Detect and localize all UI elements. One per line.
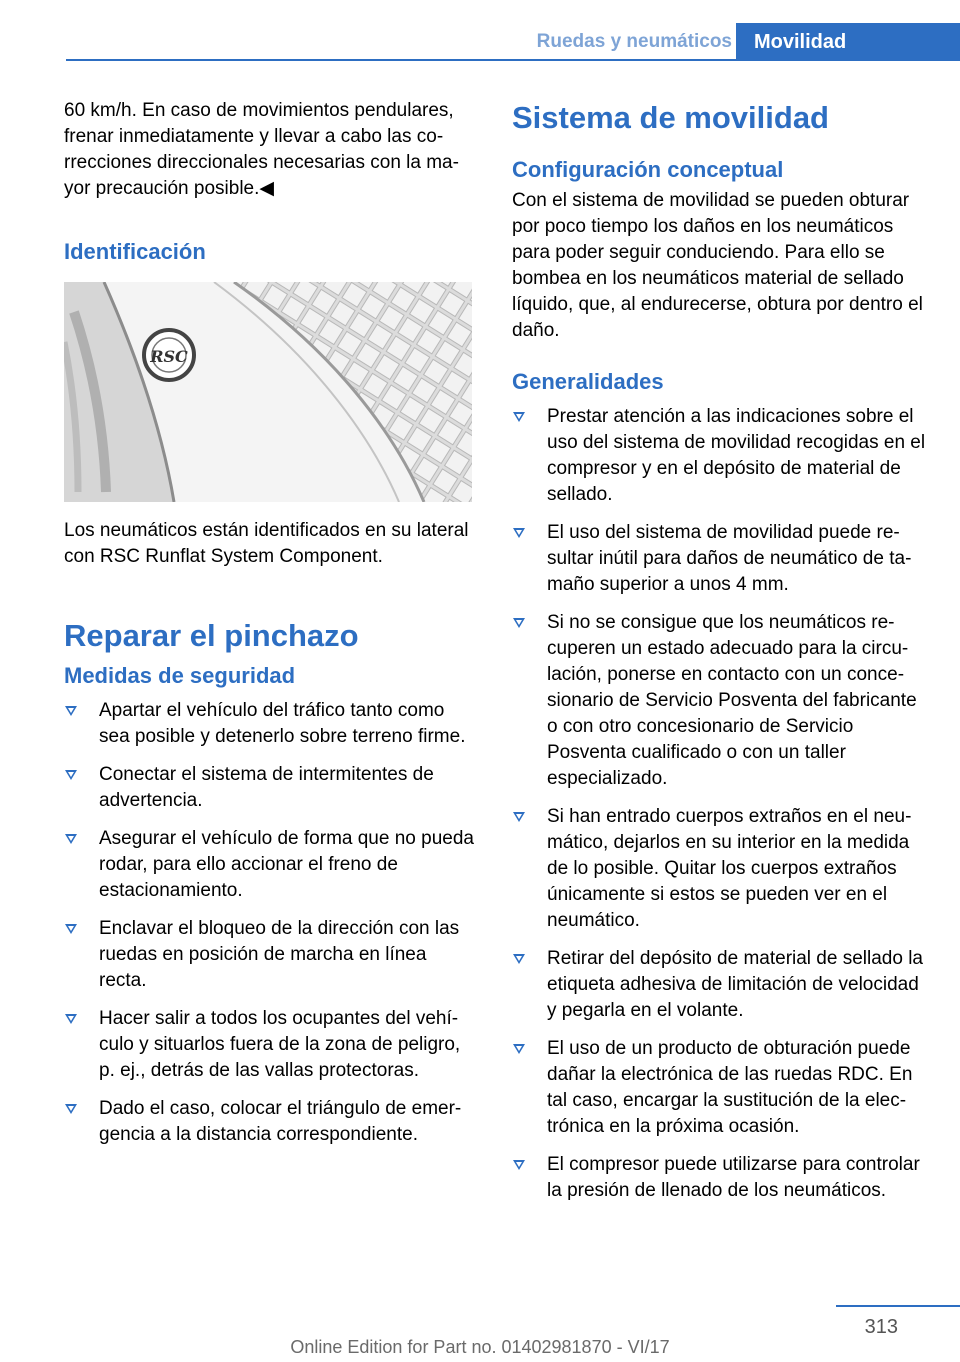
edition-footer: Online Edition for Part no. 01402981870 - VI/17 xyxy=(290,1337,670,1357)
list-item: Apartar el vehículo del tráfico tanto como sea posible y detenerlo sobre terreno firme. xyxy=(64,698,474,750)
triangle-bullet-icon xyxy=(513,1160,525,1170)
triangle-bullet-icon xyxy=(513,1044,525,1054)
figure-caption: Los neumáticos están identificados en su lateral con RSC Runflat System Component. xyxy=(64,520,469,567)
triangle-bullet-icon xyxy=(65,706,77,716)
triangle-bullet-icon xyxy=(65,834,77,844)
rsc-logo: RSC xyxy=(150,347,188,366)
list-item: Si han entrado cuerpos extraños en el neumático, dejarlos en su interior en la medida de lo posible. Quitar los cuerpos extraños únicamente si estos se pueden ver en el neumático. xyxy=(512,804,932,934)
header-rule xyxy=(66,59,960,61)
right-column xyxy=(512,98,932,1216)
triangle-bullet-icon xyxy=(65,1104,77,1114)
concept-heading: Configuración conceptual xyxy=(512,157,784,182)
tab-movilidad[interactable]: Movilidad xyxy=(736,23,960,61)
list-item: El uso de un producto de obturación puede dañar la electrónica de las ruedas RDC. En tal caso, encargar la sustitución de la electrónica en la próxima ocasión. xyxy=(512,1036,932,1140)
triangle-bullet-icon xyxy=(65,770,77,780)
intro-paragraph: 60 km/h. En caso de movimientos pendulares, frenar inmediatamente y llevar a cabo las correcciones direccionales necesarias con la mayor precaución posible.◀ xyxy=(64,100,459,199)
tire-illustration-svg xyxy=(64,282,472,502)
safety-list xyxy=(64,698,474,1148)
page-header xyxy=(66,23,960,61)
list-item: Asegurar el vehículo de forma que no pueda rodar, para ello accionar el freno de estacionamiento. xyxy=(64,826,474,904)
triangle-bullet-icon xyxy=(513,412,525,422)
triangle-bullet-icon xyxy=(65,924,77,934)
triangle-bullet-icon xyxy=(65,1014,77,1024)
list-item: Dado el caso, colocar el triángulo de emergencia a la distancia correspondiente. xyxy=(64,1096,474,1148)
list-item: El uso del sistema de movilidad puede resultar inútil para daños de neumático de tamaño superior a unos 4 mm. xyxy=(512,520,932,598)
triangle-bullet-icon xyxy=(513,528,525,538)
list-item: Hacer salir a todos los ocupantes del vehículo y situarlos fuera de la zona de peligro, p. ej., detrás de las vallas protectoras. xyxy=(64,1006,474,1084)
page-number: 313 xyxy=(864,1316,898,1338)
concept-paragraph: Con el sistema de movilidad se pueden obturar por poco tiempo los daños en los neumáticos para poder seguir conduciendo. Para ello se bombea en los neumáticos material de sellado líquido, que, al endurecerse, obtura por dentro el daño. xyxy=(512,190,923,341)
triangle-bullet-icon xyxy=(513,812,525,822)
list-item: Prestar atención a las indicaciones sobre el uso del sistema de movilidad recogidas en el compresor y en el depósito de material de sellado. xyxy=(512,404,932,508)
safety-heading: Medidas de seguridad xyxy=(64,663,296,688)
list-item: El compresor puede utilizarse para controlar la presión de llenado de los neumáticos. xyxy=(512,1152,932,1204)
general-heading: Generalidades xyxy=(512,369,664,394)
triangle-bullet-icon xyxy=(513,618,525,628)
tire-sidewall-illustration xyxy=(64,282,472,502)
list-item: Conectar el sistema de intermitentes de advertencia. xyxy=(64,762,474,814)
footer-rule xyxy=(836,1305,960,1307)
list-item: Enclavar el bloqueo de la dirección con las ruedas en posición de marcha en línea recta. xyxy=(64,916,474,994)
chapter-title-sistema: Sistema de movilidad xyxy=(512,100,829,135)
list-item: Retirar del depósito de material de sellado la etiqueta adhesiva de limitación de velocidad y pegarla en el volante. xyxy=(512,946,932,1024)
general-list xyxy=(512,404,932,1204)
section-breadcrumb[interactable]: Ruedas y neumáticos xyxy=(536,31,732,52)
left-column xyxy=(64,98,474,1160)
triangle-bullet-icon xyxy=(513,954,525,964)
chapter-title-reparar: Reparar el pinchazo xyxy=(64,618,359,653)
identification-heading: Identificación xyxy=(64,239,206,264)
list-item: Si no se consigue que los neumáticos recuperen un estado adecuado para la circulación, ponerse en contacto con un concesionario de Servicio Posventa del fabricante o con otro concesionario de Servicio Posventa cualificado o con un taller especializado. xyxy=(512,610,932,792)
